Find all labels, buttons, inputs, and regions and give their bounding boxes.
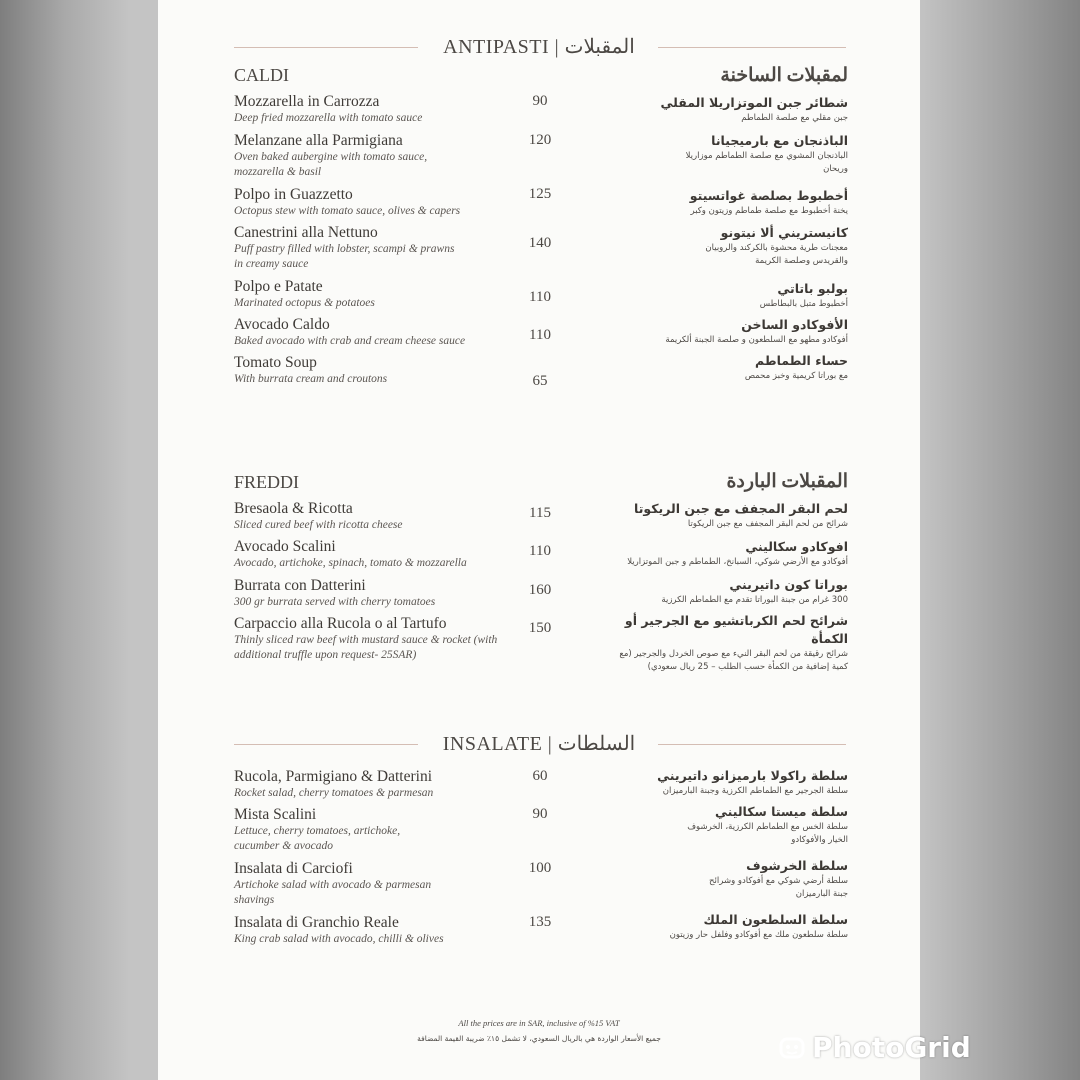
vat-note-ar: جميع الأسعار الواردة هي بالريال السعودي، لا تشمل ١٥٪ ضريبة القيمة المضافة bbox=[417, 1034, 661, 1043]
item-name-ar: شرائح لحم الكرباتشيو مع الجرجير أو الكمأة bbox=[624, 613, 848, 646]
menu-item bbox=[234, 914, 534, 947]
item-description: Sliced cured beef with ricotta cheese bbox=[234, 519, 403, 531]
item-description-ar: أفوكادو مع الأرضي شوكي، السبانخ، الطماطم و جبن الموتزاريلا bbox=[627, 557, 848, 567]
item-description-ar: مع بوراتا كريمية وخبز محمص bbox=[744, 371, 848, 381]
menu-item bbox=[234, 278, 534, 311]
item-description: Marinated octopus & potatoes bbox=[234, 297, 375, 309]
item-price: 115 bbox=[529, 505, 551, 521]
freddi-heading: FREDDI bbox=[234, 472, 300, 492]
item-name-ar: بوراتا كون داتيريني bbox=[729, 577, 848, 592]
item-name: Melanzane alla Parmigiana bbox=[234, 132, 403, 149]
menu-item bbox=[234, 615, 534, 663]
item-name: Mozzarella in Carrozza bbox=[234, 93, 380, 110]
item-name-ar: لحم البقر المجفف مع جبن الريكوتا bbox=[634, 501, 848, 516]
menu-item bbox=[234, 500, 534, 533]
item-description-ar: سلطة الخس مع الطماطم الكرزية، الخرشوف الخيار والأفوكادو bbox=[687, 822, 848, 845]
item-name-ar: الأفوكادو الساخن bbox=[741, 317, 848, 332]
menu-page bbox=[158, 0, 920, 1080]
menu-item-ar bbox=[678, 224, 848, 268]
item-price: 90 bbox=[532, 806, 548, 822]
menu-item bbox=[234, 132, 474, 180]
item-name: Mista Scalini bbox=[234, 806, 317, 823]
item-description: Avocado, artichoke, spinach, tomato & mozzarella bbox=[234, 557, 467, 569]
freddi-heading-ar: المقبلات الباردة bbox=[726, 471, 848, 492]
menu-item bbox=[234, 768, 534, 801]
item-price: 100 bbox=[528, 860, 552, 876]
item-description: Lettuce, cherry tomatoes, artichoke, cucumber & avocado bbox=[234, 825, 401, 852]
item-name: Avocado Caldo bbox=[234, 316, 330, 333]
menu-item-ar bbox=[528, 316, 848, 347]
item-description-ar: أفوكادو مطهو مع السلطعون و صلصة الجبنة ألكريمة bbox=[665, 335, 848, 345]
item-description-ar: شرائح رقيقة من لحم البقر النيء مع صوص الخردل والجرجير (مع كمية إضافية من الكمأة حسب الطلب – 25 ريال سعودي) bbox=[619, 649, 848, 672]
photogrid-logo-icon bbox=[778, 1033, 806, 1061]
item-name: Burrata con Datterini bbox=[234, 577, 366, 594]
item-description-ar: سلطة الجرجير مع الطماطم الكرزية وجبنة البارميزان bbox=[662, 786, 848, 796]
menu-item-ar bbox=[678, 803, 848, 847]
item-price: 65 bbox=[532, 373, 548, 389]
item-description: Thinly sliced raw beef with mustard sauce & rocket (with additional truffle upon request- 25SAR) bbox=[234, 634, 498, 661]
menu-item-ar bbox=[528, 911, 848, 942]
item-name-ar: حساء الطماطم bbox=[755, 353, 848, 368]
menu-item bbox=[234, 538, 534, 571]
insalate-header bbox=[158, 731, 920, 757]
item-name-ar: بولبو باتاتي bbox=[777, 281, 848, 296]
item-description: Deep fried mozzarella with tomato sauce bbox=[234, 112, 423, 124]
item-name-ar: سلطة ميستا سكاليني bbox=[714, 804, 848, 819]
item-description: Artichoke salad with avocado & parmesan shavings bbox=[234, 879, 432, 906]
menu-item-ar bbox=[528, 94, 848, 125]
item-description-ar: أخطبوط متبل بالبطاطس bbox=[759, 299, 848, 309]
menu-item-ar bbox=[528, 767, 848, 798]
item-description: With burrata cream and croutons bbox=[234, 373, 388, 385]
menu-item-ar bbox=[678, 132, 848, 176]
item-description-ar: جبن مقلي مع صلصة الطماطم bbox=[741, 113, 848, 123]
menu-item bbox=[234, 224, 464, 272]
item-name-ar: كانيستريني ألا نيتونو bbox=[720, 225, 848, 240]
vat-note: All the prices are in SAR, inclusive of %15 VAT bbox=[458, 1018, 620, 1028]
insalate-title: INSALATE | السلطات bbox=[442, 733, 636, 755]
item-name: Tomato Soup bbox=[234, 354, 317, 371]
item-description: Oven baked aubergine with tomato sauce, mozzarella & basil bbox=[234, 151, 428, 178]
item-price: 140 bbox=[528, 235, 552, 251]
item-price: 110 bbox=[529, 289, 551, 305]
item-name-ar: سلطة السلطعون الملك bbox=[703, 912, 848, 927]
menu-item-ar bbox=[528, 352, 848, 383]
item-name: Insalata di Carciofi bbox=[234, 860, 353, 877]
menu-item-ar bbox=[608, 612, 848, 674]
menu-item bbox=[234, 354, 534, 387]
item-price: 160 bbox=[528, 582, 552, 598]
item-description: Rocket salad, cherry tomatoes & parmesan bbox=[234, 787, 434, 799]
item-price: 90 bbox=[532, 93, 548, 109]
menu-item-ar bbox=[528, 187, 848, 218]
item-price: 150 bbox=[528, 620, 552, 636]
item-price: 110 bbox=[529, 543, 551, 559]
antipasti-title: ANTIPASTI | المقبلات bbox=[443, 36, 635, 58]
item-description: Octopus stew with tomato sauce, olives & capers bbox=[234, 205, 461, 217]
caldi-heading: CALDI bbox=[234, 65, 289, 85]
item-name: Avocado Scalini bbox=[234, 538, 336, 555]
item-name-ar: أخطبوط بصلصة غواتسيتو bbox=[689, 188, 848, 203]
menu-item bbox=[234, 577, 534, 610]
caldi-heading-ar: لمقبلات الساخنة bbox=[720, 65, 848, 86]
menu-item-ar bbox=[698, 857, 848, 901]
item-description-ar: يخنة أخطبوط مع صلصة طماطم وزيتون وكبر bbox=[690, 206, 848, 216]
item-price: 125 bbox=[528, 186, 552, 202]
item-price: 110 bbox=[529, 327, 551, 343]
item-description-ar: معجنات طرية محشوة بالكركند والروبيان والقريدس وصلصة الكريمة bbox=[705, 243, 848, 266]
item-name-ar: شطائر جبن الموتزاريلا المقلي bbox=[660, 95, 848, 110]
menu-item bbox=[234, 93, 534, 126]
item-name: Rucola, Parmigiano & Datterini bbox=[234, 768, 433, 785]
item-name-ar: سلطة الخرشوف bbox=[746, 858, 848, 873]
item-name: Bresaola & Ricotta bbox=[234, 500, 353, 517]
menu-item-ar bbox=[528, 280, 848, 311]
antipasti-header bbox=[158, 34, 920, 60]
item-description: Puff pastry filled with lobster, scampi & prawns in creamy sauce bbox=[234, 243, 455, 270]
item-name: Canestrini alla Nettuno bbox=[234, 224, 378, 241]
item-description-ar: سلطة سلطعون ملك مع أفوكادو وفلفل حار وزيتون bbox=[669, 930, 848, 940]
item-name: Polpo e Patate bbox=[234, 278, 323, 295]
item-price: 60 bbox=[532, 768, 548, 784]
menu-item-ar bbox=[528, 576, 848, 607]
menu-item bbox=[234, 316, 534, 349]
item-description-ar: 300 غرام من جبنة البوراتا تقدم مع الطماطم الكرزية bbox=[661, 595, 848, 605]
item-description: Baked avocado with crab and cream cheese sauce bbox=[234, 335, 466, 347]
menu-item-ar bbox=[608, 538, 848, 569]
item-name: Carpaccio alla Rucola o al Tartufo bbox=[234, 615, 447, 632]
menu-item-ar bbox=[528, 500, 848, 531]
item-description-ar: سلطة أرضي شوكي مع أفوكادو وشرائح جبنة البارميزان bbox=[709, 876, 848, 899]
watermark-text: PhotoGrid bbox=[812, 1030, 971, 1064]
item-name: Insalata di Granchio Reale bbox=[234, 914, 399, 931]
menu-item bbox=[234, 806, 434, 854]
item-price: 135 bbox=[528, 914, 552, 930]
item-name-ar: سلطة راكولا بارميزانو داتيريني bbox=[657, 768, 848, 783]
item-description-ar: شرائح من لحم البقر المجفف مع جبن الريكوتا bbox=[687, 519, 848, 529]
photogrid-watermark bbox=[778, 1030, 988, 1064]
item-name-ar: افوكادو سكاليني bbox=[745, 539, 848, 554]
item-description-ar: الباذنجان المشوي مع صلصة الطماطم موزاريلا وريحان bbox=[685, 151, 848, 174]
item-description: King crab salad with avocado, chilli & olives bbox=[234, 933, 444, 945]
item-description: 300 gr burrata served with cherry tomatoes bbox=[234, 596, 436, 608]
menu-item bbox=[234, 860, 434, 908]
menu-item bbox=[234, 186, 534, 219]
item-name-ar: الباذنجان مع بارميجيانا bbox=[711, 133, 848, 148]
item-price: 120 bbox=[528, 132, 552, 148]
item-name: Polpo in Guazzetto bbox=[234, 186, 353, 203]
